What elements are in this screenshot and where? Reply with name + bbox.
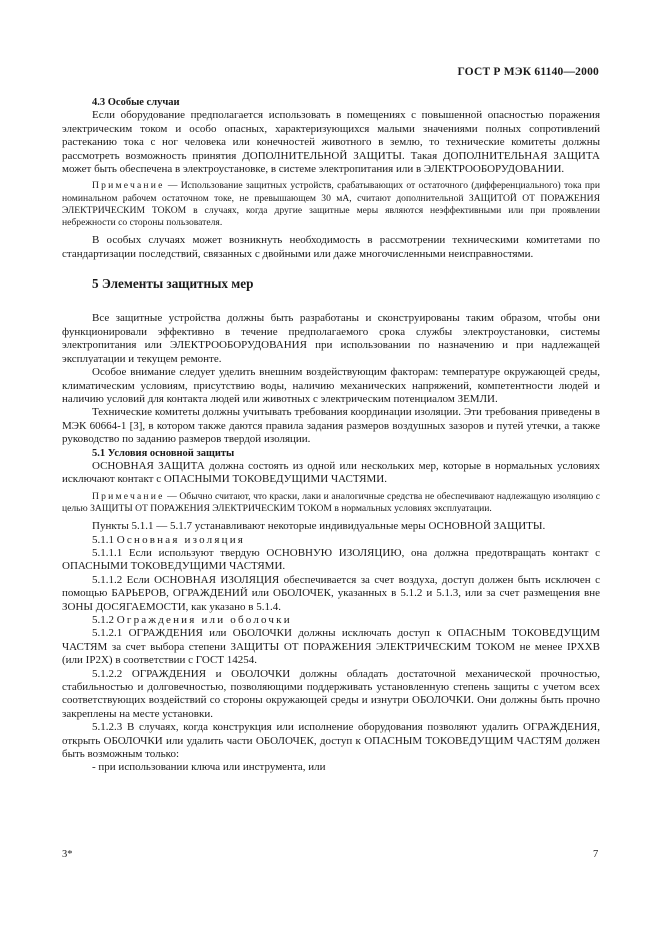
document-header-id: ГОСТ Р МЭК 61140—2000	[457, 66, 599, 78]
section-5-title: 5 Элементы защитных мер	[92, 276, 254, 292]
subsection-number: 5.1.1	[92, 533, 114, 546]
paragraph: Все защитные устройства должны быть разработаны и сконструированы таким образом, чтобы они функционировали эффективно в течение предполагаемого срока службы электроустановки, системы электропитания или ЭЛЕКТРООБОРУДОВАНИЯ при использовании по назначению и при надлежащей эксплуатации и текущем ремонте.	[62, 312, 600, 365]
clause-5-1-2-3: 5.1.2.3 В случаях, когда конструкция или исполнение оборудования позволяют удалить ОГРАЖДЕНИЯ, открыть ОБОЛОЧКИ или удалить части ОБОЛОЧЕК, доступ к ОПАСНЫМ ТОКОВЕДУЩИМ ЧАСТЯМ должен быть возможным только:	[62, 721, 600, 761]
list-item: - при использовании ключа или инструмента, или	[92, 761, 326, 774]
paragraph: Технические комитеты должны учитывать требования координации изоляции. Эти требования приведены в МЭК 60664-1 [3], в котором также даются правила задания размеров воздушных зазоров и путей утечки, а также руководство по заданию размеров твердой изоляции.	[62, 406, 600, 446]
subsection-5-1-1-heading	[62, 534, 600, 547]
document-body	[62, 96, 600, 775]
note-label: Примечание	[92, 490, 165, 502]
note-text: — Использование защитных устройств, срабатывающих от остаточного (дифференциального) тока при номинальном рабочем остаточном токе, не превышающем 30 мА, считают дополнительной ЗАЩИТОЙ ОТ ПОРАЖЕНИЯ ЭЛЕКТРИЧЕСКИМ ТОКОМ в случаях, когда другие защитные меры являются неэффективными или при проявлении небрежности со стороны пользователя.	[62, 180, 600, 229]
subsection-title: Основная изоляция	[116, 533, 246, 546]
note	[62, 491, 600, 515]
clause-5-1-2-1: 5.1.2.1 ОГРАЖДЕНИЯ или ОБОЛОЧКИ должны исключать доступ к ОПАСНЫМ ТОКОВЕДУЩИМ ЧАСТЯМ за счет выбора степени ЗАЩИТЫ ОТ ПОРАЖЕНИЯ ЭЛЕКТРИЧЕСКИМ ТОКОМ не менее IPXXB (или IP2X) в соответствии с ГОСТ 14254.	[62, 627, 600, 667]
subsection-number: 5.1.2	[92, 614, 114, 626]
clause-5-1-2-2: 5.1.2.2 ОГРАЖДЕНИЯ и ОБОЛОЧКИ должны обладать достаточной механической прочностью, стабильностью и долговечностью, позволяющими поддерживать установленную степень защиты с учетом всех соответствующих воздействий со стороны окружающей среды и изнутри ОБОЛОЧКИ. Они должны быть прочно закреплены на месте установки.	[62, 667, 600, 720]
paragraph: Если оборудование предполагается использовать в помещениях с повышенной опасностью поражения электрическим током и особо опасных, характеризующихся малыми значениями полных сопротивлений растеканию тока с ног человека или конечностей животного в землю, то технические комитеты должны рассмотреть возможность принятия ДОПОЛНИТЕЛЬНОЙ ЗАЩИТЫ. Такая ДОПОЛНИТЕЛЬНАЯ ЗАЩИТА может быть обеспечена в электроустановке, в системе электропитания или в ЭЛЕКТРООБОРУДОВАНИИ.	[62, 109, 600, 176]
section-4-3-title: 4.3 Особые случаи	[92, 97, 180, 108]
subsection-5-1-2-heading	[62, 614, 600, 627]
paragraph: Особое внимание следует уделить внешним воздействующим факторам: температуре окружающей среды, климатическим условиям, присутствию воды, наличию механических напряжений, компетентности людей и наличию условий для контакта людей или животных с электрическим потенциалом ЗЕМЛИ.	[62, 366, 600, 405]
paragraph: ОСНОВНАЯ ЗАЩИТА должна состоять из одной или нескольких мер, которые в нормальных условиях исключают контакт с ОПАСНЫМИ ТОКОВЕДУЩИМИ ЧАСТЯМИ.	[62, 459, 600, 486]
note-label: Примечание	[92, 180, 165, 192]
page-number: 7	[593, 849, 599, 860]
clause-5-1-1-2: 5.1.1.2 Если ОСНОВНАЯ ИЗОЛЯЦИЯ обеспечивается за счет воздуха, доступ должен быть исключен с помощью БАРЬЕРОВ, ОГРАЖДЕНИЙ или ОБОЛОЧЕК, указанных в 5.1.2 и 5.1.3, или за счет размещения вне ЗОНЫ ДОСЯГАЕМОСТИ, как указано в 5.1.4.	[62, 573, 600, 613]
note	[62, 180, 600, 229]
clause-5-1-1-1: 5.1.1.1 Если используют твердую ОСНОВНУЮ ИЗОЛЯЦИЮ, она должна предотвращать контакт с ОПАСНЫМИ ТОКОВЕДУЩИМИ ЧАСТЯМИ.	[62, 546, 600, 573]
paragraph: Пункты 5.1.1 — 5.1.7 устанавливают некоторые индивидуальные меры ОСНОВНОЙ ЗАЩИТЫ.	[92, 520, 546, 533]
subsection-title: Ограждения или оболочки	[116, 614, 292, 626]
note-text: — Обычно считают, что краски, лаки и аналогичные средства не обеспечивают надлежащую изоляцию с целью ЗАЩИТЫ ОТ ПОРАЖЕНИЯ ЭЛЕКТРИЧЕСКИМ ТОКОМ в нормальных условиях эксплуатации.	[62, 490, 600, 514]
footer-mark: 3*	[62, 849, 73, 860]
section-5-1-title: 5.1 Условия основной защиты	[92, 447, 235, 459]
paragraph: В особых случаях может возникнуть необходимость в рассмотрении техническими комитетами по стандартизации последствий, связанных с двойными или даже многочисленными неисправностями.	[62, 234, 600, 260]
